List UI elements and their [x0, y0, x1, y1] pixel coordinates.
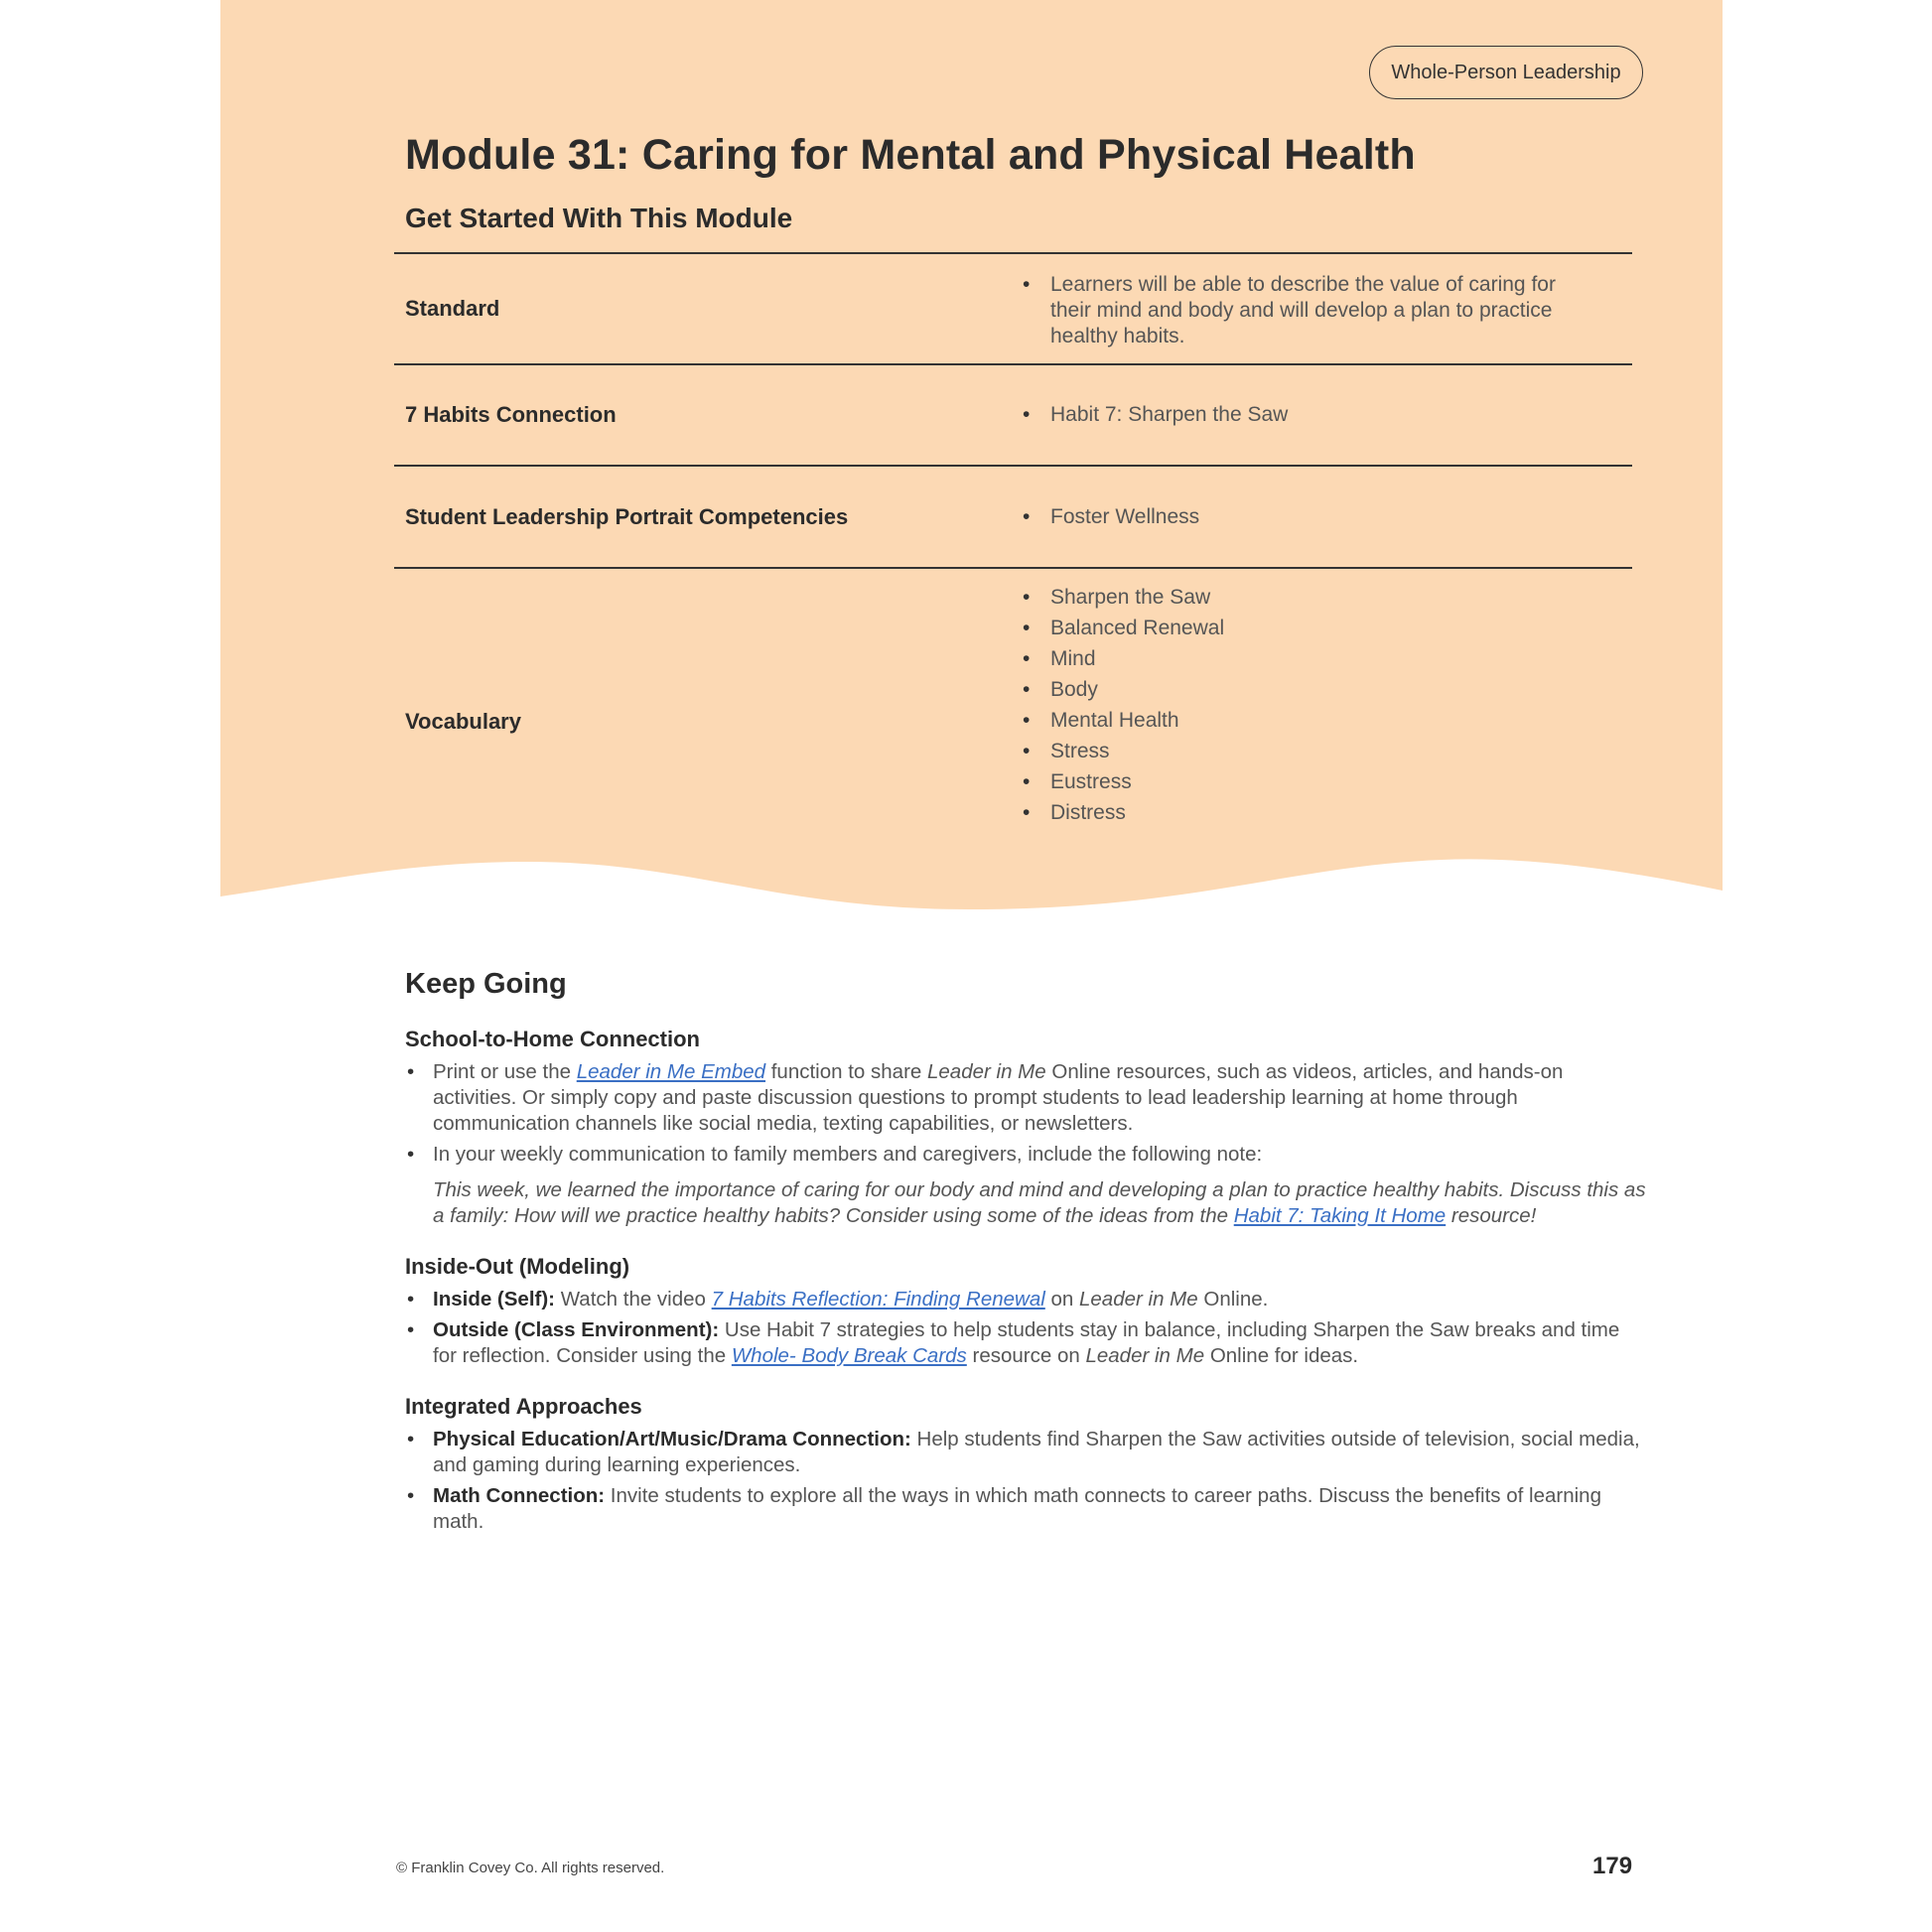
competencies-list — [1023, 504, 1199, 530]
standard-list — [1023, 272, 1559, 349]
list-item: • Habit 7: Sharpen the Saw — [1023, 402, 1288, 428]
heading-inside-out: Inside-Out (Modeling) — [405, 1254, 630, 1279]
list-item: • Print or use the Leader in Me Embed function to share Leader in Me Online resources, such as videos, articles, and hands-on activities. Or simply copy and paste discussion questions to prompt students to lead leadership learning at home through communication channels like social media, texting capabilities, or newsletters. — [405, 1059, 1646, 1137]
body-break-cards-link[interactable]: Whole- Body Break Cards — [731, 1344, 967, 1367]
page-title: Module 31: Caring for Mental and Physical Health — [405, 131, 1416, 179]
heading-integrated-approaches: Integrated Approaches — [405, 1394, 642, 1419]
finding-renewal-video-link[interactable]: 7 Habits Reflection: Finding Renewal — [711, 1288, 1045, 1311]
table-rule-top — [394, 252, 1632, 254]
row-label-vocabulary: Vocabulary — [405, 709, 521, 734]
list-item: • Mind — [1023, 643, 1224, 674]
list-item: • Sharpen the Saw — [1023, 582, 1224, 613]
list-item: • Distress — [1023, 797, 1224, 828]
list-item: • Stress — [1023, 736, 1224, 766]
list-item: • Physical Education/Art/Music/Drama Connection: Help students find Sharpen the Saw activities outside of television, social media, and gaming during learning experiences. — [405, 1427, 1646, 1478]
list-item: • Mental Health — [1023, 705, 1224, 736]
habit-7-taking-it-home-link[interactable]: Habit 7: Taking It Home — [1233, 1204, 1447, 1227]
row-label-competencies: Student Leadership Portrait Competencies — [405, 504, 849, 529]
list-item: • Outside (Class Environment): Use Habit 7 strategies to help students stay in balance, including Sharpen the Saw breaks and time for reflection. Consider using the Whole- Body Break Cards resource on Leader in Me Online for ideas. — [405, 1317, 1646, 1369]
row-label-habits: 7 Habits Connection — [405, 402, 617, 427]
copyright: © Franklin Covey Co. All rights reserved. — [396, 1860, 665, 1876]
list-item: • Inside (Self): Watch the video 7 Habits Reflection: Finding Renewal on Leader in Me Online. — [405, 1287, 1646, 1312]
habits-list — [1023, 402, 1288, 428]
list-item: • Learners will be able to describe the value of caring for their mind and body and will develop a plan to practice healthy habits. — [1023, 272, 1559, 349]
list-item: • Math Connection: Invite students to explore all the ways in which math connects to career paths. Discuss the benefits of learning math. — [405, 1483, 1646, 1535]
table-rule-3 — [394, 567, 1632, 569]
table-rule-1 — [394, 363, 1632, 365]
list-item: • Balanced Renewal — [1023, 613, 1224, 643]
page-number: 179 — [1592, 1853, 1633, 1879]
school-to-home-list — [405, 1059, 1646, 1173]
row-label-standard: Standard — [405, 296, 500, 321]
integrated-list — [405, 1427, 1646, 1540]
vocabulary-list — [1023, 582, 1224, 828]
page-subtitle: Get Started With This Module — [405, 203, 793, 233]
list-item: • Eustress — [1023, 766, 1224, 797]
list-item: • In your weekly communication to family members and caregivers, include the following note: — [405, 1142, 1646, 1168]
table-rule-2 — [394, 465, 1632, 467]
inside-out-list — [405, 1287, 1646, 1374]
list-item: • Foster Wellness — [1023, 504, 1199, 530]
category-tag: Whole-Person Leadership — [1369, 46, 1643, 99]
heading-school-to-home: School-to-Home Connection — [405, 1027, 700, 1051]
leader-in-me-embed-link[interactable]: Leader in Me Embed — [576, 1060, 766, 1083]
section-title-keep-going: Keep Going — [405, 968, 567, 1000]
family-note: This week, we learned the importance of caring for our body and mind and developing a plan to practice healthy habits. Discuss this as a family: How will we practice healthy habits? Consider using some of the ideas from the Habit 7: Taking It Home resource! — [433, 1178, 1646, 1227]
list-item: • Body — [1023, 674, 1224, 705]
